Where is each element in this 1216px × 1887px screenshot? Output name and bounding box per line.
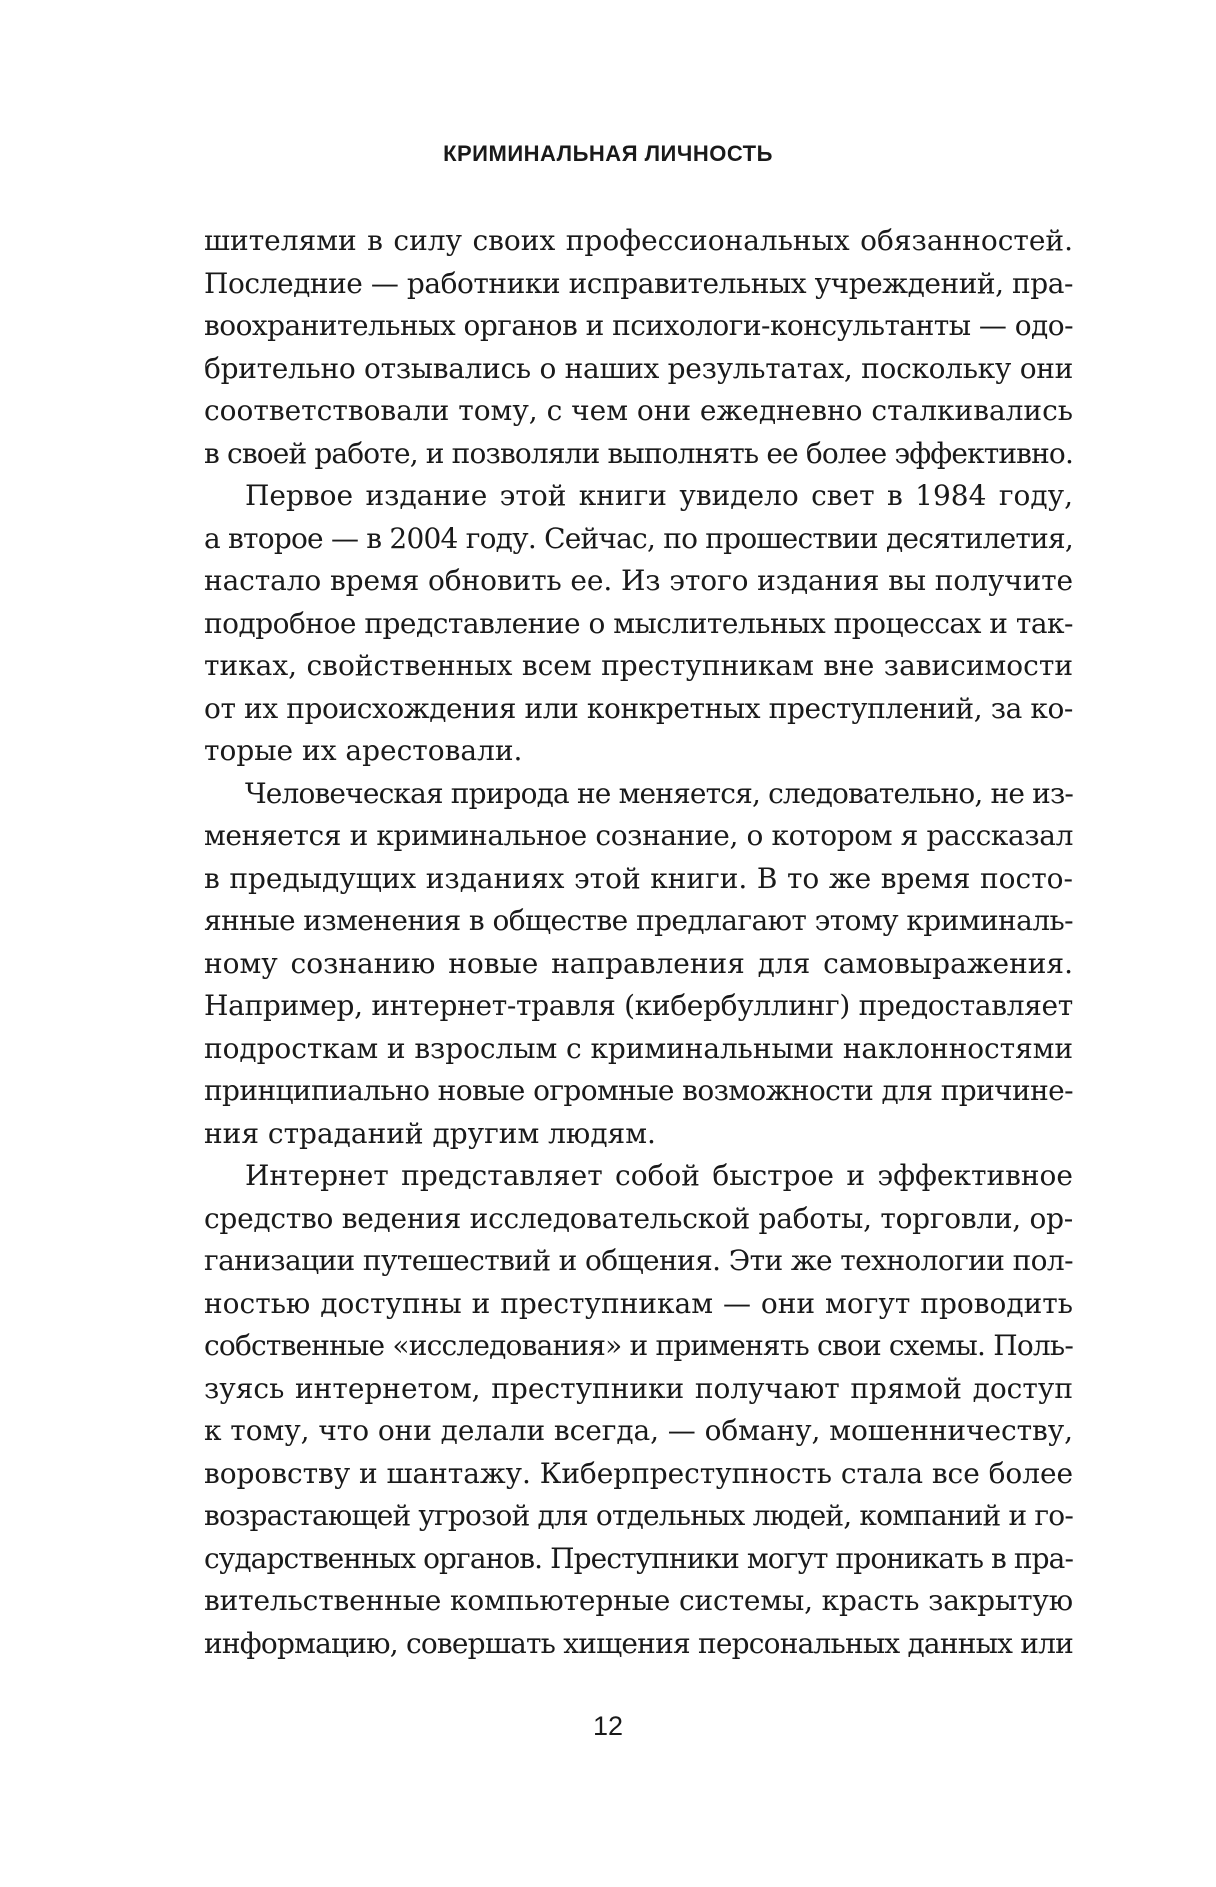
text-line: в предыдущих изданиях этой книги. В то же время посто- (204, 861, 1073, 895)
text-line: брительно отзывались о наших результатах, поскольку они (204, 351, 1073, 385)
paragraph (204, 220, 1073, 475)
text-line: от их происхождения или конкретных преступлений, за ко- (204, 691, 1073, 725)
text-line: Например, интернет-травля (кибербуллинг) предоставляет (204, 989, 1073, 1022)
text-line: зуясь интернетом, преступники получают прямой доступ (204, 1371, 1073, 1405)
paragraph (204, 475, 1073, 773)
text-line: к тому, что они делали всегда, — обману, мошенничеству, (204, 1414, 1073, 1447)
text-line: воохранительных органов и психологи-консультанты — одо- (204, 309, 1073, 342)
text-line: янные изменения в обществе предлагают этому криминаль- (204, 904, 1073, 937)
text-line: ному сознанию новые направления для самовыражения. (204, 946, 1073, 980)
text-line: воровству и шантажу. Киберпреступность стала все более (204, 1456, 1073, 1490)
page-number: 12 (592, 1711, 624, 1741)
text-line: настало время обновить ее. Из этого издания вы получите (204, 564, 1073, 597)
text-line: возрастающей угрозой для отдельных людей, компаний и го- (204, 1499, 1073, 1532)
text-line: Последние — работники исправительных учреждений, пра- (204, 266, 1073, 300)
text-line: соответствовали тому, с чем они ежедневно сталкивались (204, 394, 1073, 427)
text-line: шителями в силу своих профессиональных обязанностей. (204, 224, 1073, 257)
text-line: тиках, свойственных всем преступникам вне зависимости (204, 649, 1073, 682)
text-line: ностью доступны и преступникам — они могут проводить (204, 1286, 1073, 1320)
text-line: ния страданий другим людям. (204, 1116, 656, 1150)
text-line: принципиально новые огромные возможности для причине- (204, 1074, 1073, 1107)
page-body (204, 220, 1073, 1665)
paragraph (204, 773, 1073, 1156)
text-line: торые их арестовали. (204, 734, 523, 767)
text-line: вительственные компьютерные системы, красть закрытую (204, 1584, 1073, 1617)
text-line: подросткам и взрослым с криминальными наклонностями (204, 1031, 1073, 1065)
text-line: Человеческая природа не меняется, следовательно, не из- (245, 776, 1073, 810)
text-line: меняется и криминальное сознание, о котором я рассказал (204, 819, 1073, 852)
paragraph (204, 1155, 1073, 1665)
text-line: собственные «исследования» и применять свои схемы. Поль- (204, 1329, 1073, 1362)
text-line: Интернет представляет собой быстрое и эффективное (245, 1159, 1073, 1192)
text-line: Первое издание этой книги увидело свет в 1984 году, (245, 479, 1073, 512)
text-line: а второе — в 2004 году. Сейчас, по прошествии десятилетия, (204, 521, 1073, 555)
text-line: сударственных органов. Преступники могут проникать в пра- (204, 1541, 1073, 1575)
text-line: информацию, совершать хищения персональных данных или (204, 1626, 1073, 1660)
text-line: подробное представление о мыслительных процессах и так- (204, 606, 1073, 640)
running-title: КРИМИНАЛЬНАЯ ЛИЧНОСТЬ (443, 141, 773, 166)
text-line: в своей работе, и позволяли выполнять ее более эффективно. (204, 436, 1073, 470)
text-line: ганизации путешествий и общения. Эти же технологии пол- (204, 1244, 1073, 1277)
text-line: средство ведения исследовательской работы, торговли, ор- (204, 1201, 1073, 1235)
